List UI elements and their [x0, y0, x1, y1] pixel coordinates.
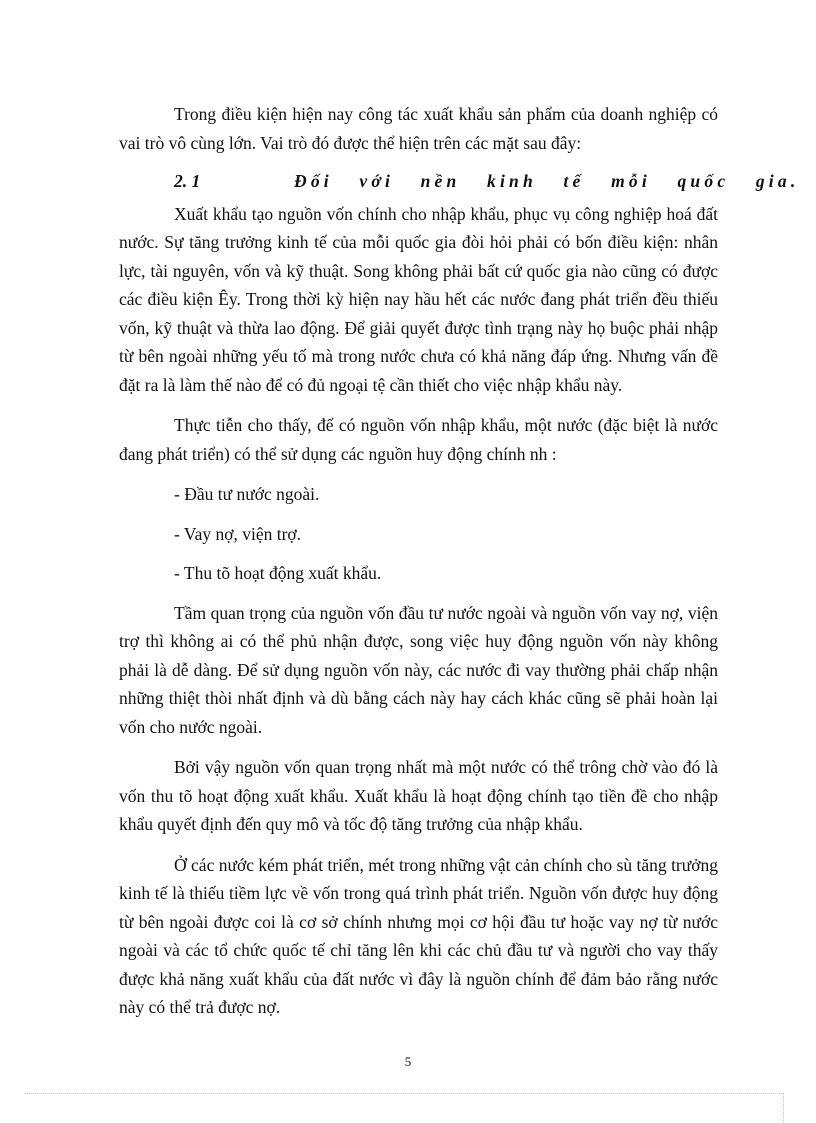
list-item-3: - Thu tõ hoạt động xuất khẩu.: [174, 563, 382, 583]
list-item-1: - Đầu tư nước ngoài.: [174, 484, 320, 504]
page-number: 5: [404, 1054, 412, 1069]
paragraph-5: Ở các nước kém phát triển, mét trong những vật cản chính cho sù tăng trưởng kinh tế là thiếu tiềm lực về vốn trong quá trình phát triển. Nguồn vốn được huy động từ bên ngoài được coi là cơ sở chính nhưng mọi cơ hội đầu tư hoặc vay nợ từ nước ngoài và các tổ chức quốc tế chỉ tăng lên khi các chủ đầu tư và người cho vay thấy được khả năng xuất khẩu của đất nước vì đây là nguồn chính để đảm bảo rằng nước này có thể trả được nợ.: [119, 854, 718, 1017]
paragraph-2: Thực tiễn cho thấy, để có nguồn vốn nhập khẩu, một nước (đặc biệt là nước đang phát triển) có thể sử dụng các nguồn huy động chính nh :: [119, 415, 718, 464]
page-bottom-divider: [24, 1093, 784, 1094]
paragraph-1: Xuất khẩu tạo nguồn vốn chính cho nhập khẩu, phục vụ công nghiệp hoá đất nước. Sự tăng trưởng kinh tế của mỗi quốc gia đòi hỏi phải có bốn điều kiện: nhân lực, tài nguyên, vốn và kỹ thuật. Song không phải bất cứ quốc gia nào cũng có được các điều kiện Êy. Trong thời kỳ hiện nay hầu hết các nước đang phát triển đều thiếu vốn, kỹ thuật và thừa lao động. Để giải quyết được tình trạng này họ buộc phải nhập từ bên ngoài những yếu tố mà trong nước chưa có khả năng đáp ứng. Nhưng vấn đề đặt ra là làm thế nào để có đủ ngoại tệ cần thiết cho việc nhập khẩu này.: [119, 203, 718, 395]
list-item-2: - Vay nợ, viện trợ.: [174, 523, 302, 544]
section-number: 2. 1: [174, 171, 201, 191]
intro-paragraph: Trong điều kiện hiện nay công tác xuất khẩu sản phẩm của doanh nghiệp có vai trò vô cùng lớn. Vai trò đó được thể hiện trên các mặt sau đây:: [119, 104, 718, 153]
section-title: Đối với nền kinh tế mỗi quốc gia.: [294, 171, 800, 191]
paragraph-3: Tầm quan trọng của nguồn vốn đầu tư nước ngoài và nguồn vốn vay nợ, viện trợ thì không ai có thể phủ nhận được, song việc huy động nguồn vốn này không phải là dễ dàng. Để sử dụng nguồn vốn này, các nước đi vay thường phải chấp nhận những thiệt thòi nhất định và dù bằng cách này hay cách khác cũng sẽ phải hoàn lại vốn cho nước ngoài.: [119, 602, 718, 737]
page-corner-divider: [783, 1093, 784, 1123]
paragraph-4: Bởi vậy nguồn vốn quan trọng nhất mà một nước có thể trông chờ vào đó là vốn thu tõ hoạt động xuất khẩu. Xuất khẩu là hoạt động chính tạo tiền đề cho nhập khẩu quyết định đến quy mô và tốc độ tăng trưởng của nhập khẩu.: [119, 757, 718, 834]
section-heading: [174, 167, 800, 196]
document-body: [119, 100, 800, 1034]
